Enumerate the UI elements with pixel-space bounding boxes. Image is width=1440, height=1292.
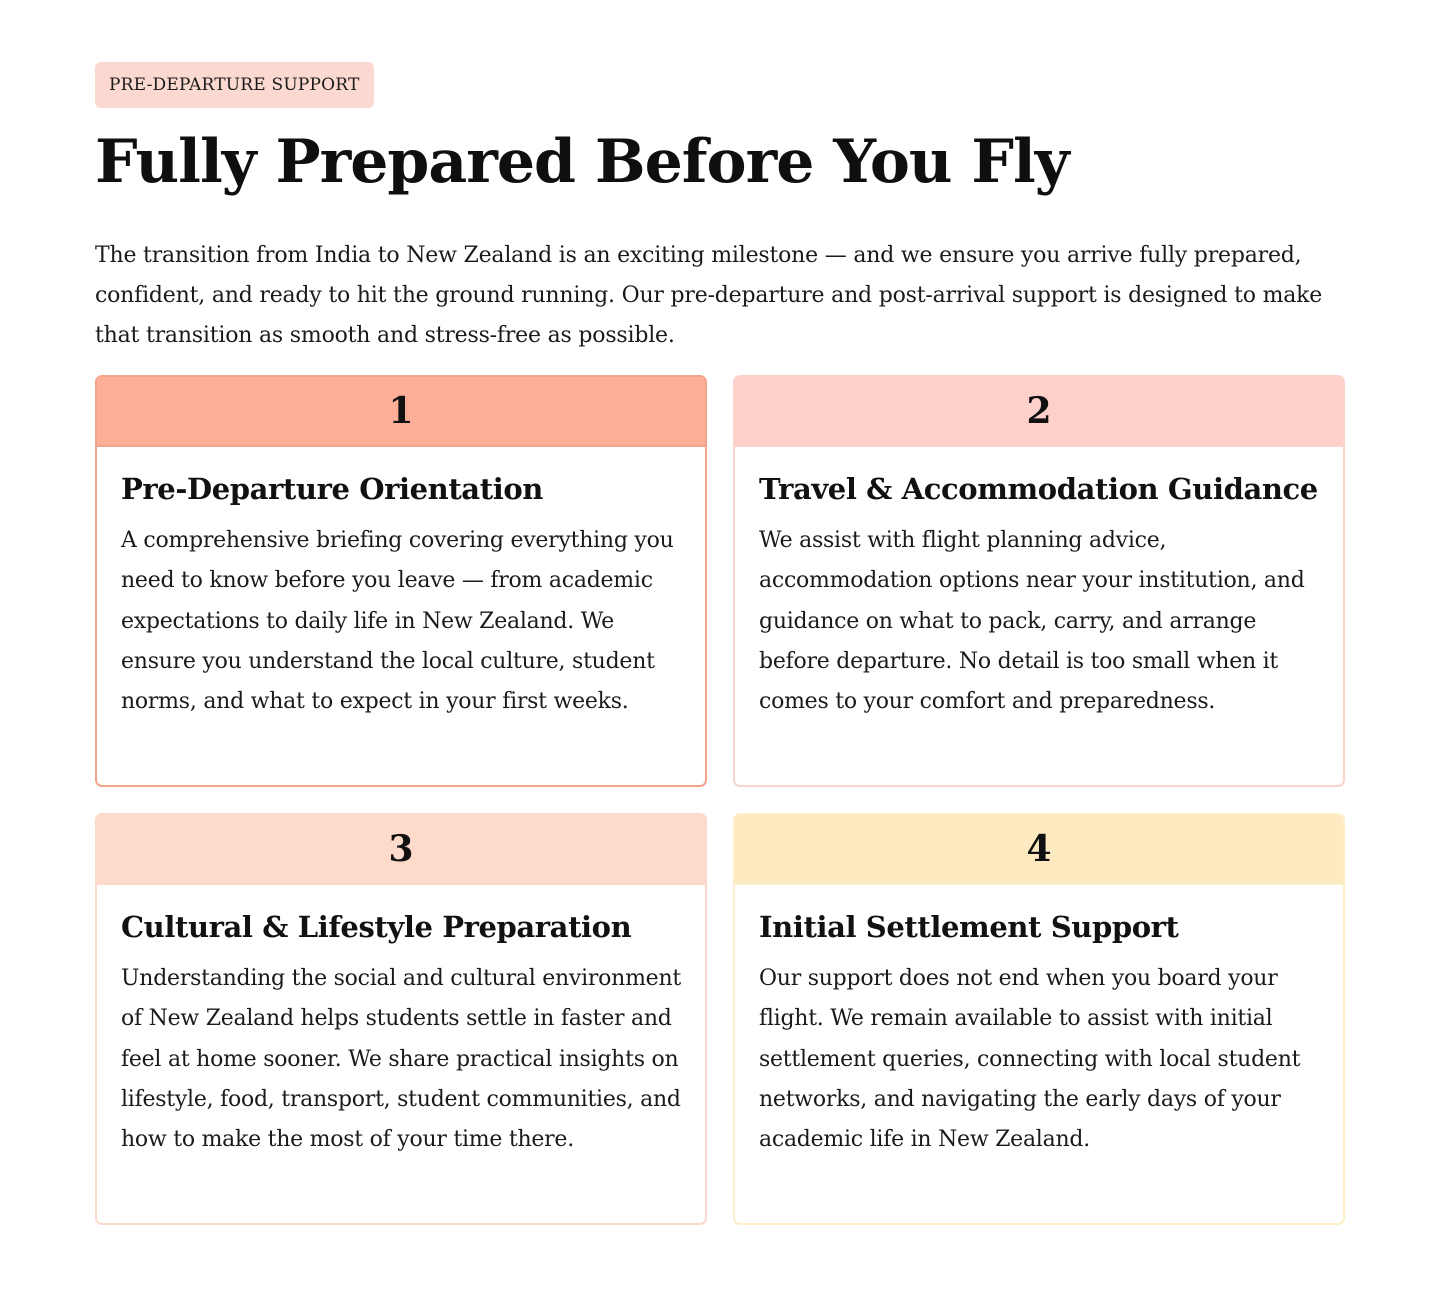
section-eyebrow-badge: PRE-DEPARTURE SUPPORT <box>95 62 374 108</box>
card-title: Travel & Accommodation Guidance <box>759 472 1318 506</box>
card-description: Our support does not end when you board your flight. We remain available to assist with initial settlement queries, connecting with local student networks, and navigating the early days of your academic life in New Zealand. <box>759 966 1301 1153</box>
card-description: We assist with flight planning advice, accommodation options near your institution, and guidance on what to pack, carry, and arrange before departure. No detail is too small when it comes to your comfort and preparedness. <box>759 528 1305 715</box>
card-title: Initial Settlement Support <box>759 910 1179 944</box>
support-card-4 <box>733 813 1345 1225</box>
card-number-header: 4 <box>735 815 1343 885</box>
page-title: Fully Prepared Before You Fly <box>95 127 1069 197</box>
card-description: A comprehensive briefing covering everything you need to know before you leave — from academic expectations to daily life in New Zealand. We ensure you understand the local culture, student norms, and what to expect in your first weeks. <box>121 528 674 715</box>
card-body <box>97 447 705 722</box>
card-number-header: 2 <box>735 377 1343 447</box>
card-body <box>735 885 1343 1160</box>
card-body <box>97 885 705 1160</box>
card-number-header: 3 <box>97 815 705 885</box>
card-number-header: 1 <box>97 377 705 447</box>
support-card-2 <box>733 375 1345 787</box>
card-body <box>735 447 1343 722</box>
support-card-3 <box>95 813 707 1225</box>
card-title: Pre-Departure Orientation <box>121 472 543 506</box>
pre-departure-section <box>95 62 1345 1153</box>
intro-paragraph: The transition from India to New Zealand is an exciting milestone — and we ensure you arrive fully prepared, confident, and ready to hit the ground running. Our pre-departure and post-arrival support is designed to make that transition as smooth and stress-free as possible. <box>95 243 1323 348</box>
support-cards-grid <box>95 375 1345 1225</box>
card-description: Understanding the social and cultural environment of New Zealand helps students settle in faster and feel at home sooner. We share practical insights on lifestyle, food, transport, student communities, and how to make the most of your time there. <box>121 966 681 1153</box>
card-title: Cultural & Lifestyle Preparation <box>121 910 632 944</box>
support-card-1 <box>95 375 707 787</box>
